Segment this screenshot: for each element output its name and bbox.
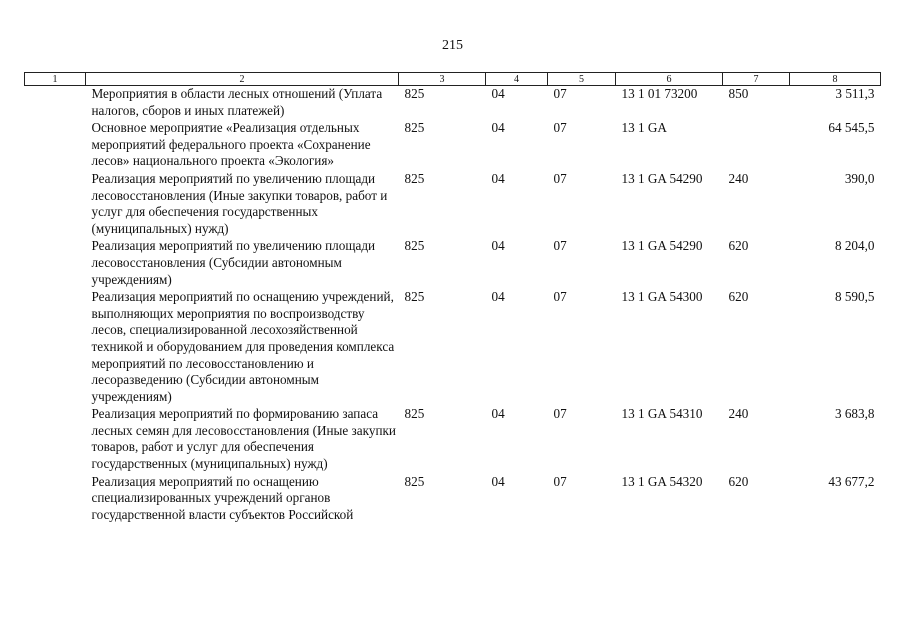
header-col-8: 8: [790, 73, 881, 86]
header-col-2: 2: [86, 73, 399, 86]
row-number-cell: [25, 474, 86, 525]
ministry-code: 825: [404, 120, 425, 136]
expense-type-code: 240: [728, 406, 749, 422]
ministry-code: 825: [404, 170, 425, 186]
expense-type-code: 620: [728, 289, 749, 305]
row-number-cell: [25, 120, 86, 171]
table-row: [25, 289, 881, 406]
table-row: [25, 406, 881, 473]
subsection-code: 07: [553, 473, 567, 489]
subsection-code: 07: [553, 170, 567, 186]
subsection-code: 07: [553, 406, 567, 422]
row-number-cell: [25, 289, 86, 406]
target-article-code: 13 1 GA 54300: [621, 289, 703, 305]
item-name: Мероприятия в области лесных отношений (Уплата налогов, сборов и иных платежей): [91, 86, 383, 118]
table-row: [25, 238, 881, 289]
section-code: 04: [491, 238, 505, 254]
amount: 43 677,2: [828, 473, 875, 489]
amount: 8 204,0: [834, 238, 875, 254]
expense-type-code: 240: [728, 170, 749, 186]
target-article-code: 13 1 GA: [621, 120, 667, 136]
subsection-code: 07: [553, 120, 567, 136]
header-row: [25, 73, 881, 86]
item-name: Реализация мероприятий по увеличению площади лесовосстановления (Иные закупки товаров, работ и услуг для обеспечения государственных (муниципальных) нужд): [91, 170, 388, 236]
header-col-5: 5: [548, 73, 616, 86]
table-row: [25, 171, 881, 238]
section-code: 04: [491, 170, 505, 186]
expense-type-code: 850: [728, 86, 749, 101]
budget-table: [24, 72, 881, 524]
item-name: Реализация мероприятий по оснащению специализированных учреждений органов государственной власти субъектов Российской: [91, 473, 354, 522]
table-header: [25, 73, 881, 86]
amount: 3 683,8: [834, 406, 875, 422]
table-row: [25, 86, 881, 121]
amount: 64 545,5: [828, 120, 875, 136]
target-article-code: 13 1 GA 54310: [621, 406, 703, 422]
section-code: 04: [491, 406, 505, 422]
ministry-code: 825: [404, 473, 425, 489]
section-code: 04: [491, 120, 505, 136]
item-name: Основное мероприятие «Реализация отдельных мероприятий федерального проекта «Сохранение лесов» национального проекта «Экология»: [91, 120, 371, 169]
item-name: Реализация мероприятий по увеличению площади лесовосстановления (Субсидии автономным учреждениям): [91, 238, 376, 287]
header-col-3: 3: [399, 73, 486, 86]
section-code: 04: [491, 473, 505, 489]
amount: 3 511,3: [835, 86, 875, 101]
header-col-7: 7: [723, 73, 790, 86]
expense-type-code: [723, 120, 790, 171]
row-number-cell: [25, 171, 86, 238]
ministry-code: 825: [404, 86, 425, 101]
section-code: 04: [491, 86, 505, 101]
amount: 8 590,5: [834, 289, 875, 305]
expense-type-code: 620: [728, 473, 749, 489]
subsection-code: 07: [553, 289, 567, 305]
item-name: Реализация мероприятий по оснащению учреждений, выполняющих мероприятия по воспроизводству лесов, специализированной лесохозяйственной техникой и оборудованием для проведения комплекса мероприятий по лесовосстановлению и лесоразведению (Субсидии автономным учреждениям): [91, 289, 395, 404]
subsection-code: 07: [553, 238, 567, 254]
target-article-code: 13 1 01 73200: [621, 86, 698, 101]
table-row: [25, 120, 881, 171]
table-body: [25, 86, 881, 525]
target-article-code: 13 1 GA 54320: [621, 473, 703, 489]
expense-type-code: 620: [728, 238, 749, 254]
page-number: 215: [442, 38, 463, 53]
section-code: 04: [491, 289, 505, 305]
header-col-1: 1: [25, 73, 86, 86]
header-col-4: 4: [486, 73, 548, 86]
target-article-code: 13 1 GA 54290: [621, 170, 703, 186]
ministry-code: 825: [404, 289, 425, 305]
table-row: [25, 474, 881, 525]
ministry-code: 825: [404, 406, 425, 422]
target-article-code: 13 1 GA 54290: [621, 238, 703, 254]
row-number-cell: [25, 406, 86, 473]
row-number-cell: [25, 86, 86, 121]
row-number-cell: [25, 238, 86, 289]
header-col-6: 6: [616, 73, 723, 86]
subsection-code: 07: [553, 86, 567, 101]
item-name: Реализация мероприятий по формированию запаса лесных семян для лесовосстановления (Иные закупки товаров, работ и услуг для обеспечения государственных (муниципальных) нужд): [91, 406, 396, 472]
ministry-code: 825: [404, 238, 425, 254]
amount: 390,0: [844, 170, 875, 186]
